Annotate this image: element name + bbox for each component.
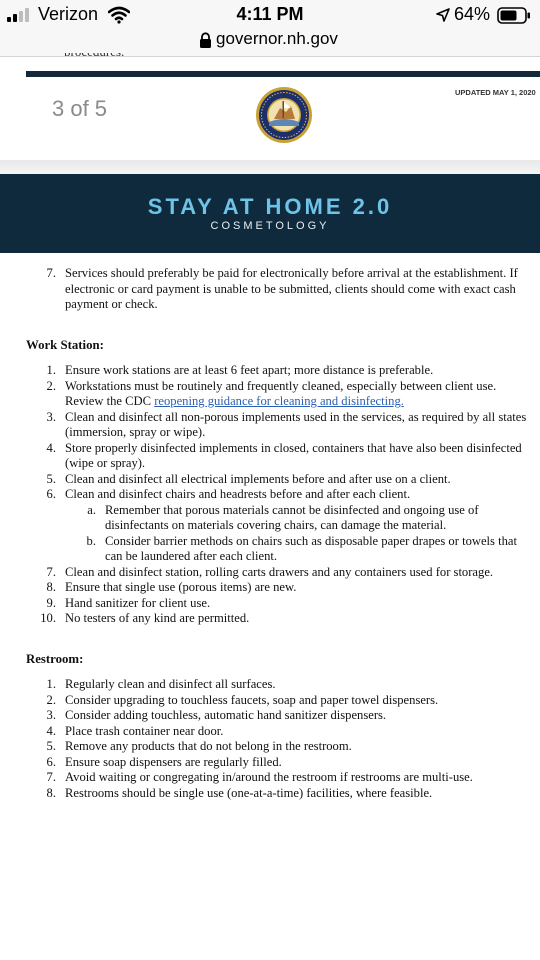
- list-item: [0, 739, 540, 755]
- item-number: 7.: [46, 770, 56, 784]
- cdc-guidance-link[interactable]: reopening guidance for cleaning and disinfecting.: [154, 394, 404, 408]
- item-number: 6.: [46, 754, 56, 769]
- item-text: Regularly clean and disinfect all surfaces.: [65, 677, 276, 691]
- item-number: 6.: [46, 487, 56, 501]
- sub-item-text: Remember that porous materials cannot be disinfected and ongoing use of disinfectants on materials covering chairs, can damage the material.: [105, 502, 479, 532]
- location-arrow-icon: [436, 8, 450, 22]
- list-item: [0, 755, 540, 771]
- banner-subtitle: COSMETOLOGY: [210, 220, 330, 232]
- sub-item-letter: a.: [87, 502, 96, 517]
- list-item: [0, 596, 540, 612]
- item-text: Clean and disinfect station, rolling carts drawers and any containers used for storage.: [65, 564, 494, 579]
- item-text: Clean and disinfect chairs and headrests before and after each client.: [65, 487, 411, 501]
- document-body: [0, 266, 540, 801]
- sub-list-item: [0, 503, 540, 534]
- url-text[interactable]: governor.nh.gov: [216, 29, 338, 48]
- item-number: 10.: [40, 611, 56, 625]
- item-number: 4.: [46, 440, 56, 455]
- list-item: [0, 487, 540, 503]
- item-text: Consider adding touchless, automatic hand sanitizer dispensers.: [65, 708, 387, 722]
- item-text: Services should preferably be paid for electronically before arrival at the establishment. If electronic or card payment is unable to be submitted, clients should come with exact cash payment or check.: [65, 266, 518, 311]
- item-text: Place trash container near door.: [65, 723, 224, 738]
- item-text: Workstations must be routinely and frequently cleaned, especially between client use. Review the CDC: [65, 378, 497, 408]
- list-item: [0, 770, 540, 786]
- section-heading-work-station: Work Station:: [26, 337, 104, 352]
- item-number: 3.: [46, 708, 56, 722]
- lock-icon: [199, 32, 212, 49]
- list-item: [0, 363, 540, 379]
- item-text: Ensure soap dispensers are regularly filled.: [65, 754, 282, 769]
- item-text: No testers of any kind are permitted.: [65, 611, 250, 625]
- list-item: [0, 677, 540, 693]
- item-number: 7.: [46, 564, 56, 579]
- state-seal-icon: [255, 86, 313, 144]
- item-number: 2.: [46, 692, 56, 707]
- item-number: 3.: [46, 409, 56, 424]
- battery-percent: 64%: [454, 4, 491, 24]
- updated-date: UPDATED MAY 1, 2020: [455, 88, 536, 97]
- list-item: [0, 786, 540, 802]
- list-item: [0, 580, 540, 596]
- clock: 4:11 PM: [236, 4, 304, 24]
- item-number: 9.: [46, 595, 56, 610]
- page-break-band: [0, 160, 540, 174]
- item-text: Store properly disinfected implements in closed, containers that have also been disinfected (wipe or spray).: [65, 440, 522, 470]
- list-item: [0, 565, 540, 581]
- item-number: 7.: [46, 266, 56, 280]
- title-banner: [0, 174, 540, 253]
- carrier-name: Verizon: [38, 4, 99, 24]
- list-item: [0, 708, 540, 724]
- address-bar[interactable]: [0, 30, 540, 57]
- list-item: [0, 441, 540, 472]
- item-number: 4.: [46, 723, 56, 738]
- list-item: [0, 724, 540, 740]
- item-text: Avoid waiting or congregating in/around the restroom if restrooms are multi-use.: [65, 770, 473, 784]
- item-number: 1.: [46, 677, 56, 691]
- list-item: [0, 410, 540, 441]
- item-number: 5.: [46, 471, 56, 486]
- item-text: Consider upgrading to touchless faucets, soap and paper towel dispensers.: [65, 692, 439, 707]
- list-item: [0, 472, 540, 488]
- item-number: 8.: [46, 580, 56, 594]
- sub-list-item: [0, 534, 540, 565]
- section-heading-restroom: Restroom:: [26, 651, 84, 666]
- item-text: Clean and disinfect all electrical implements before and after use on a client.: [65, 471, 451, 486]
- item-number: 8.: [46, 785, 56, 800]
- item-text: Restrooms should be single use (one-at-a-time) facilities, where feasible.: [65, 785, 433, 800]
- list-item: [0, 693, 540, 709]
- list-item: [0, 379, 540, 410]
- sub-item-letter: b.: [86, 533, 96, 548]
- list-item: [0, 266, 540, 313]
- header-rule: [26, 71, 540, 77]
- status-bar: [0, 0, 540, 30]
- sub-item-text: Consider barrier methods on chairs such as disposable paper drapes or towels that can be laundered after each client.: [105, 533, 517, 563]
- battery-icon: [497, 7, 531, 24]
- list-item: [0, 611, 540, 627]
- item-number: 5.: [46, 739, 56, 753]
- item-number: 1.: [46, 363, 56, 377]
- item-text: Ensure work stations are at least 6 feet apart; more distance is preferable.: [65, 363, 434, 377]
- item-text: Clean and disinfect all non-porous implements used in the services, as required by all states (immersion, spray or wipe).: [65, 409, 527, 439]
- banner-title: STAY AT HOME 2.0: [147, 194, 393, 219]
- item-text: Ensure that single use (porous items) are new.: [65, 580, 297, 594]
- item-number: 2.: [46, 378, 56, 393]
- item-text: Remove any products that do not belong in the restroom.: [65, 739, 352, 753]
- item-text: Hand sanitizer for client use.: [65, 595, 211, 610]
- page-counter: 3 of 5: [52, 96, 108, 121]
